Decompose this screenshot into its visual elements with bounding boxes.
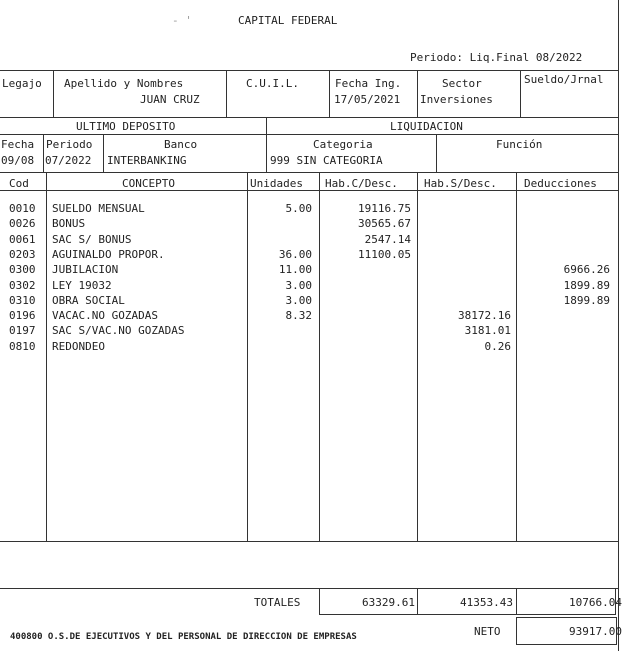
table-header-line bbox=[0, 190, 618, 191]
cell-unidades: 5.00 bbox=[285, 202, 312, 215]
divider bbox=[520, 70, 521, 117]
totales-label: TOTALES bbox=[254, 596, 301, 609]
cell-hab-s: 0.26 bbox=[484, 339, 511, 353]
divider bbox=[46, 172, 47, 541]
fecha-ing-label: Fecha Ing. bbox=[335, 77, 402, 90]
cell-cod: 0300 bbox=[9, 263, 36, 277]
col-header-concepto: CONCEPTO bbox=[122, 177, 175, 190]
fecha-value: 09/08 bbox=[1, 154, 35, 167]
cell-concepto: SUELDO MENSUAL bbox=[52, 202, 145, 215]
cell-cod: 0197 bbox=[9, 324, 36, 338]
divider bbox=[103, 134, 104, 172]
divider bbox=[417, 172, 418, 541]
company-city: CAPITAL FEDERAL bbox=[238, 14, 338, 27]
cell-deducciones: 1899.89 bbox=[563, 278, 610, 292]
cell-concepto: REDONDEO bbox=[52, 339, 105, 353]
employee-top-line bbox=[0, 70, 618, 71]
cell-unidades: 8.32 bbox=[285, 309, 312, 323]
cell-cod: 0196 bbox=[9, 309, 36, 323]
sector-label: Sector bbox=[442, 77, 482, 90]
funcion-label: Función bbox=[496, 138, 543, 151]
cell-concepto: JUBILACION bbox=[52, 263, 119, 277]
neto-label: NETO bbox=[474, 625, 501, 638]
cell-unidades: 36.00 bbox=[278, 247, 312, 261]
cell-hab-s: 3181.01 bbox=[464, 324, 511, 338]
cell-concepto: SAC S/VAC.NO GOZADAS bbox=[52, 324, 185, 338]
section-line bbox=[0, 134, 618, 135]
cell-cod: 0302 bbox=[9, 278, 36, 292]
categoria-value: 999 SIN CATEGORIA bbox=[270, 154, 383, 167]
divider bbox=[266, 117, 267, 172]
divider bbox=[436, 134, 437, 172]
cell-unidades: 3.00 bbox=[285, 293, 312, 307]
table-bottom-line bbox=[0, 541, 618, 542]
periodo-label: Periodo bbox=[46, 138, 93, 151]
nombre-label: Apellido y Nombres bbox=[64, 77, 184, 90]
cell-deducciones: 6966.26 bbox=[563, 263, 610, 277]
employee-bottom-line bbox=[0, 117, 618, 118]
total-hab-c: 63329.61 bbox=[362, 596, 415, 609]
liquidacion-title: LIQUIDACION bbox=[390, 120, 463, 133]
col-header-hab-c: Hab.C/Desc. bbox=[325, 177, 398, 190]
legajo-label: Legajo bbox=[2, 77, 42, 90]
ultimo-deposito-title: ULTIMO DEPOSITO bbox=[76, 120, 176, 133]
cell-cod: 0810 bbox=[9, 339, 36, 353]
section-line bbox=[0, 172, 618, 173]
divider bbox=[417, 70, 418, 117]
outer-right-border bbox=[618, 0, 619, 651]
cell-hab-c: 19116.75 bbox=[358, 202, 411, 215]
nombre-value: JUAN CRUZ bbox=[140, 93, 200, 106]
neto-value: 93917.00 bbox=[569, 625, 622, 638]
fecha-label: Fecha bbox=[1, 138, 35, 151]
cell-concepto: LEY 19032 bbox=[52, 278, 112, 292]
banco-label: Banco bbox=[164, 138, 198, 151]
liquidation-period: Periodo: Liq.Final 08/2022 bbox=[410, 51, 583, 64]
cell-cod: 0010 bbox=[9, 202, 36, 215]
categoria-label: Categoria bbox=[313, 138, 373, 151]
cell-concepto: BONUS bbox=[52, 217, 86, 231]
total-deducciones: 10766.04 bbox=[569, 596, 622, 609]
col-header-cod: Cod bbox=[9, 177, 29, 190]
cell-concepto: VACAC.NO GOZADAS bbox=[52, 309, 158, 323]
total-hab-s: 41353.43 bbox=[460, 596, 513, 609]
cell-unidades: 3.00 bbox=[285, 278, 312, 292]
cell-hab-c: 11100.05 bbox=[358, 247, 411, 261]
cell-cod: 0310 bbox=[9, 293, 36, 307]
divider bbox=[53, 70, 54, 117]
col-header-unidades: Unidades bbox=[250, 177, 303, 190]
sector-value: Inversiones bbox=[420, 93, 493, 106]
cell-unidades: 11.00 bbox=[278, 263, 312, 277]
cell-concepto: AGUINALDO PROPOR. bbox=[52, 247, 165, 261]
cell-deducciones: 1899.89 bbox=[563, 293, 610, 307]
divider bbox=[329, 70, 330, 117]
fecha-ing-value: 17/05/2021 bbox=[334, 93, 401, 106]
cell-cod: 0061 bbox=[9, 232, 36, 246]
cell-cod: 0026 bbox=[9, 217, 36, 231]
col-header-deducciones: Deducciones bbox=[524, 177, 597, 190]
cell-concepto: SAC S/ BONUS bbox=[52, 232, 132, 246]
periodo-value: 07/2022 bbox=[45, 154, 92, 167]
cell-hab-s: 38172.16 bbox=[458, 309, 511, 323]
col-header-hab-s: Hab.S/Desc. bbox=[424, 177, 497, 190]
cuil-label: C.U.I.L. bbox=[246, 77, 299, 90]
cell-concepto: OBRA SOCIAL bbox=[52, 293, 125, 307]
banco-value: INTERBANKING bbox=[107, 154, 187, 167]
divider bbox=[226, 70, 227, 117]
cell-hab-c: 30565.67 bbox=[358, 217, 411, 231]
divider bbox=[516, 172, 517, 541]
obra-social-footer: 400800 O.S.DE EJECUTIVOS Y DEL PERSONAL DE DIRECCION DE EMPRESAS bbox=[10, 632, 357, 642]
sueldo-label: Sueldo/Jrnal bbox=[524, 73, 604, 86]
divider bbox=[247, 172, 248, 541]
cell-cod: 0203 bbox=[9, 247, 36, 261]
cell-hab-c: 2547.14 bbox=[364, 232, 411, 246]
header-mark: - ' bbox=[172, 14, 192, 27]
divider bbox=[43, 134, 44, 172]
